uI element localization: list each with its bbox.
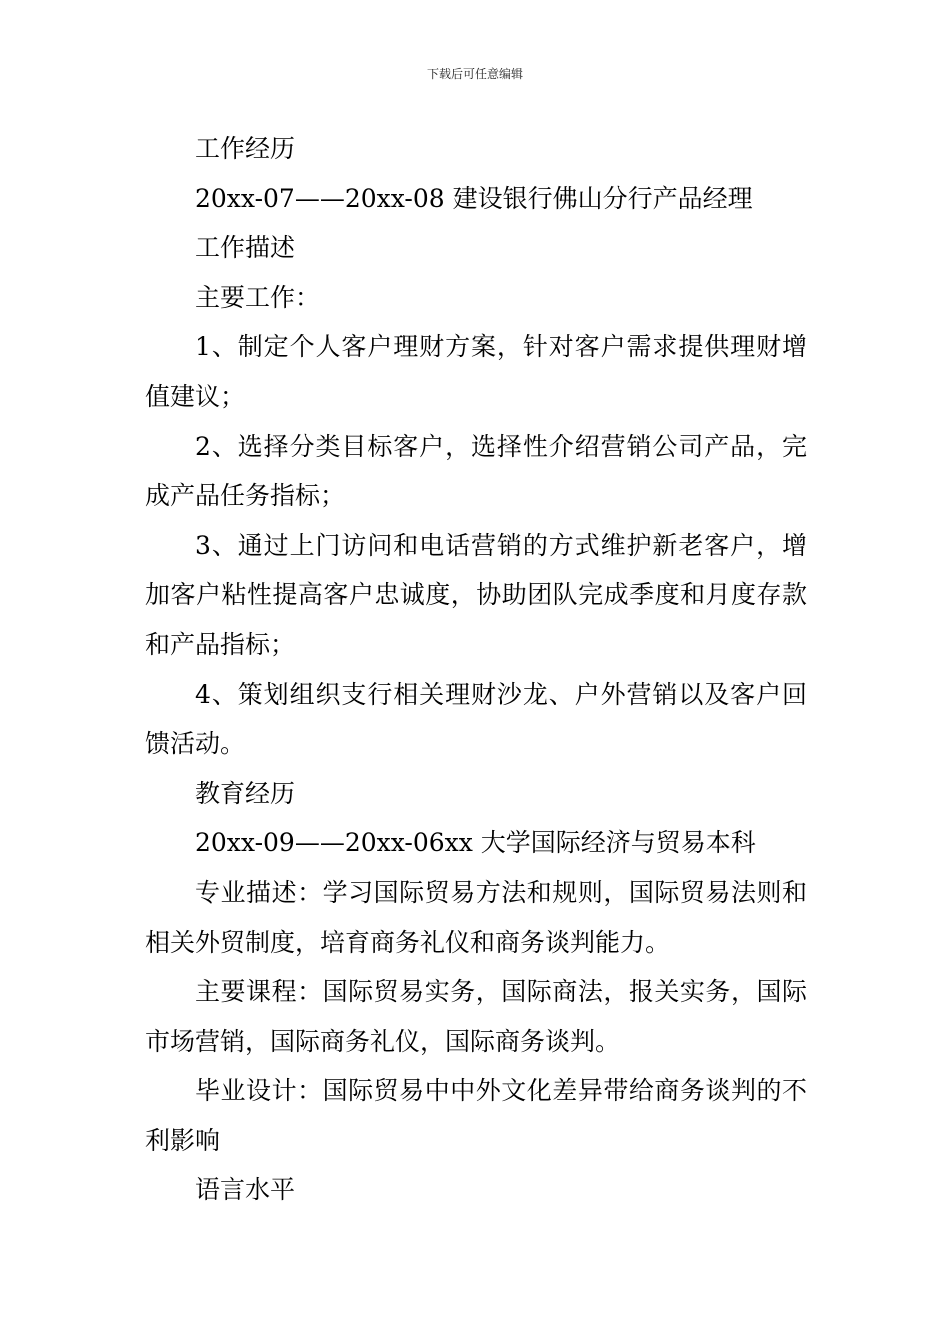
work-item-3: 3、通过上门访问和电话营销的方式维护新老客户，增加客户粘性提高客户忠诚度，协助团队完成季度和月度存款和产品指标； [145, 530, 807, 659]
work-item-1: 1、制定个人客户理财方案，针对客户需求提供理财增值建议； [145, 332, 807, 411]
section-heading-language: 语言水平 [195, 1175, 296, 1205]
section-heading-work-experience: 工作经历 [195, 134, 296, 163]
section-heading-education: 教育经历 [195, 778, 296, 808]
document-body [145, 124, 807, 1215]
subheading-work-description: 工作描述 [195, 233, 296, 263]
major-description: 专业描述：学习国际贸易方法和规则，国际贸易法则和相关外贸制度，培育商务礼仪和商务谈判能力。 [145, 877, 807, 957]
subheading-main-work: 主要工作： [195, 282, 321, 312]
main-courses: 主要课程：国际贸易实务，国际商法，报关实务，国际市场营销，国际商务礼仪，国际商务谈判。 [145, 977, 807, 1056]
page-header-note: 下载后可任意编辑 [426, 67, 523, 81]
work-entry-period-title: 20xx-07——20xx-08 建设银行佛山分行产品经理 [195, 183, 753, 213]
graduation-project: 毕业设计：国际贸易中中外文化差异带给商务谈判的不利影响 [145, 1076, 807, 1155]
work-item-4: 4、策划组织支行相关理财沙龙、户外营销以及客户回馈活动。 [145, 679, 807, 759]
education-entry-period-title: 20xx-09——20xx-06xx 大学国际经济与贸易本科 [195, 828, 756, 858]
work-item-2: 2、选择分类目标客户，选择性介绍营销公司产品，完成产品任务指标； [145, 431, 807, 511]
